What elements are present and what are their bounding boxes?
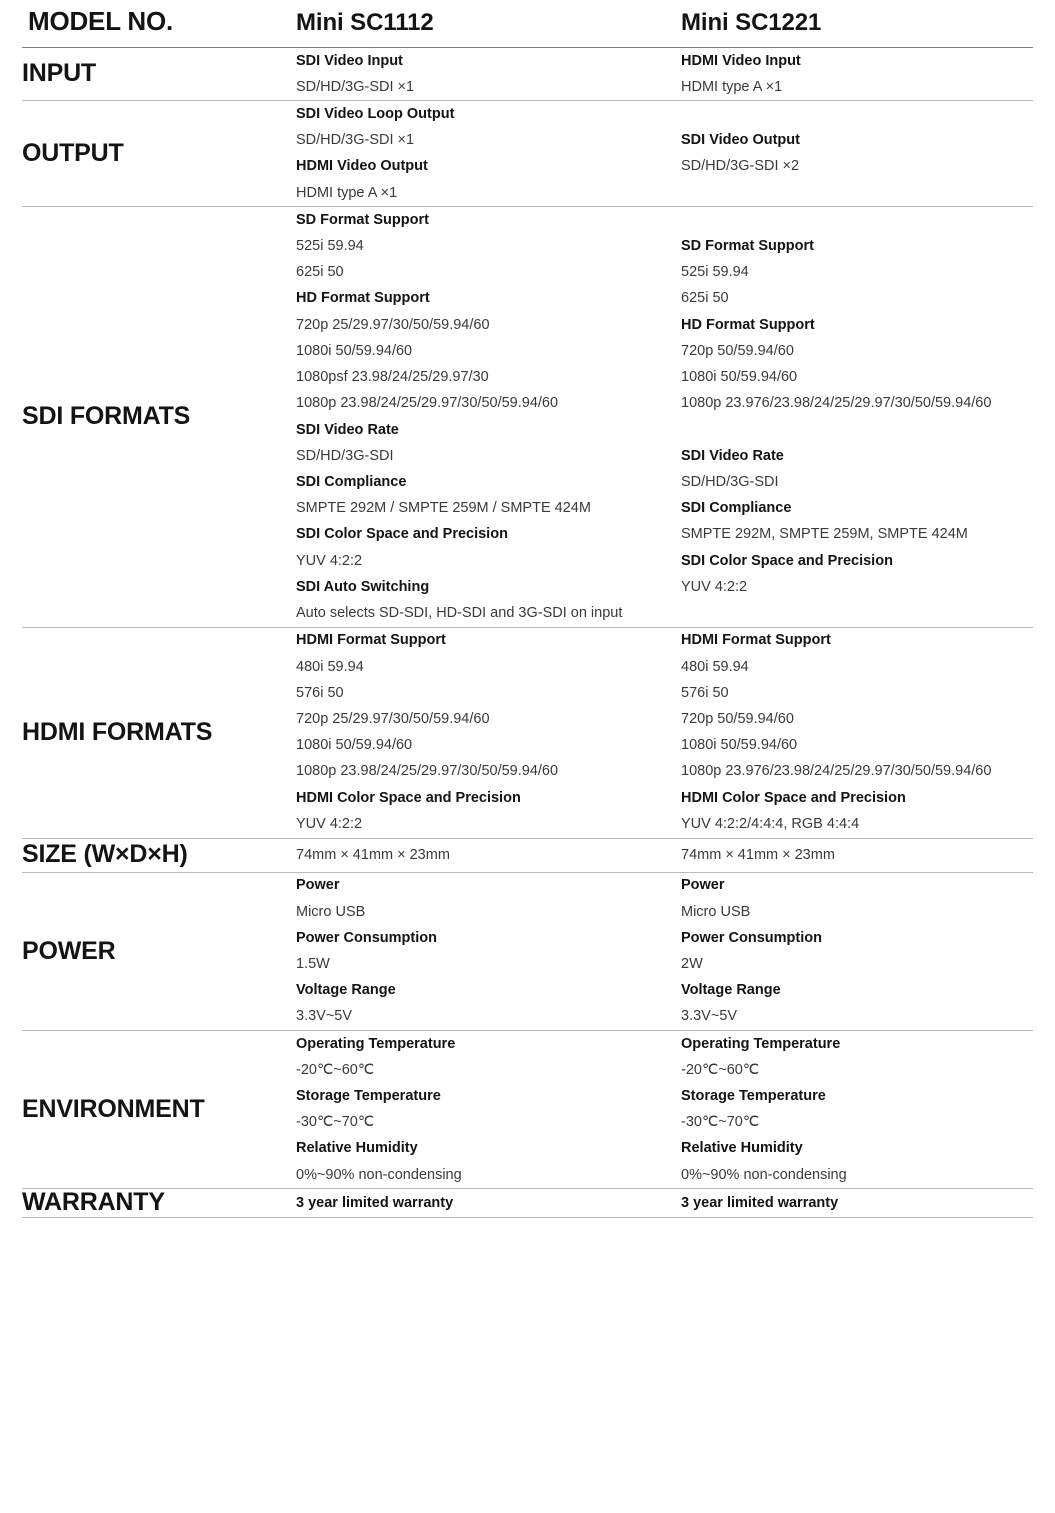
spec-row-label: POWER: [22, 936, 116, 965]
spec-row-label-cell: [22, 872, 294, 1030]
spec-value: 625i 50: [296, 264, 344, 281]
spec-row: [22, 101, 1033, 207]
spec-subheading: SDI Color Space and Precision: [681, 552, 893, 569]
spec-row: [22, 838, 1033, 872]
spec-row: [22, 1031, 1033, 1189]
spec-row-label-cell: [22, 48, 294, 101]
spec-subheading: SDI Color Space and Precision: [296, 526, 508, 543]
spec-row-label-cell: [22, 1031, 294, 1189]
spec-value: YUV 4:2:2/4:4:4, RGB 4:4:4: [681, 815, 860, 832]
spec-cell-a: [294, 48, 679, 101]
spec-cell-b: [679, 1031, 1033, 1189]
spec-value: 1080p 23.98/24/25/29.97/30/50/59.94/60: [296, 395, 559, 412]
spec-value: 1080i 50/59.94/60: [296, 342, 413, 359]
header-model-cell: [22, 0, 294, 48]
spec-subheading: Operating Temperature: [681, 1035, 841, 1052]
spec-value: -30℃~70℃: [296, 1114, 375, 1131]
spec-value: 480i 59.94: [681, 658, 749, 675]
spec-row-label: SIZE (W×D×H): [22, 840, 188, 869]
spec-value: 74mm × 41mm × 23mm: [681, 846, 835, 863]
spec-value: HDMI type A ×1: [681, 78, 783, 95]
spec-value: 0%~90% non-condensing: [296, 1166, 462, 1183]
spec-value: 1080i 50/59.94/60: [681, 369, 798, 386]
spec-value: 576i 50: [296, 684, 344, 701]
spec-row: [22, 48, 1033, 101]
spec-cell-b: [679, 838, 1033, 872]
spec-subheading: Voltage Range: [296, 982, 396, 999]
spec-row: [22, 1189, 1033, 1218]
spec-subheading: SDI Video Rate: [681, 447, 784, 464]
spec-row-label: HDMI FORMATS: [22, 717, 213, 746]
spec-subheading: Power Consumption: [681, 929, 822, 946]
spec-value: 525i 59.94: [296, 238, 364, 255]
spec-cell-a: [294, 101, 679, 207]
spec-value: YUV 4:2:2: [296, 815, 363, 832]
spec-value: -20℃~60℃: [681, 1061, 760, 1078]
header-column-b-label: Mini SC1221: [681, 9, 822, 36]
header-model-label: MODEL NO.: [28, 6, 174, 36]
header-column-a-label: Mini SC1112: [296, 9, 434, 36]
spec-subheading: HDMI Video Output: [296, 158, 428, 175]
spec-cell-b: [679, 101, 1033, 207]
spec-subheading: SDI Compliance: [296, 474, 407, 490]
spec-value: Micro USB: [681, 903, 751, 920]
spec-value: Auto selects SD-SDI, HD-SDI and 3G-SDI on input: [296, 605, 623, 622]
spec-value: YUV 4:2:2: [296, 552, 363, 569]
spec-row-label-cell: [22, 101, 294, 207]
spec-value: 74mm × 41mm × 23mm: [296, 846, 450, 863]
spec-cell-a: [294, 1189, 679, 1218]
spec-value: SMPTE 292M / SMPTE 259M / SMPTE 424M: [296, 500, 591, 517]
spec-value: HDMI type A ×1: [296, 184, 398, 201]
spec-subheading: Storage Temperature: [296, 1088, 441, 1105]
spec-value: 1.5W: [296, 955, 330, 972]
spec-row-label: OUTPUT: [22, 139, 124, 168]
spec-cell-b: [679, 627, 1033, 838]
spec-value: YUV 4:2:2: [681, 578, 748, 595]
table-body: [22, 0, 1033, 1217]
spec-subheading: Storage Temperature: [681, 1088, 826, 1105]
spec-subheading: HDMI Color Space and Precision: [681, 789, 906, 806]
spec-subheading: HD Format Support: [681, 316, 815, 333]
spec-subheading: SDI Compliance: [681, 500, 792, 517]
header-column-a-cell: [294, 0, 679, 48]
spec-subheading: HDMI Color Space and Precision: [296, 789, 521, 806]
spec-value: SD/HD/3G-SDI: [296, 447, 394, 464]
spec-value: -20℃~60℃: [296, 1061, 375, 1078]
table-header-row: [22, 0, 1033, 48]
spec-subheading: SD Format Support: [296, 211, 429, 228]
spec-subheading: SDI Video Rate: [296, 421, 399, 438]
spec-row: [22, 207, 1033, 628]
spec-subheading: Power: [681, 877, 725, 894]
spec-subheading: Relative Humidity: [681, 1140, 803, 1157]
spec-row-label-cell: [22, 838, 294, 872]
spec-cell-a: [294, 207, 679, 628]
spec-value: SD/HD/3G-SDI ×1: [296, 132, 415, 149]
spec-subheading: Relative Humidity: [296, 1140, 418, 1157]
spec-value: 720p 50/59.94/60: [681, 710, 794, 727]
spec-subheading: Power Consumption: [296, 929, 437, 946]
spec-value: 1080p 23.976/23.98/24/25/29.97/30/50/59.94/60: [681, 395, 992, 412]
spec-value: SD/HD/3G-SDI ×1: [296, 78, 415, 95]
spec-subheading: SDI Auto Switching: [296, 578, 430, 595]
specifications-table: [22, 0, 1033, 1218]
spec-value: 1080p 23.98/24/25/29.97/30/50/59.94/60: [296, 763, 559, 780]
spec-value: 1080i 50/59.94/60: [296, 737, 413, 754]
spec-value: -30℃~70℃: [681, 1114, 760, 1131]
spec-cell-a: [294, 627, 679, 838]
spec-subheading: SDI Video Loop Output: [296, 105, 455, 122]
spec-subheading: 3 year limited warranty: [296, 1194, 454, 1211]
spec-subheading: HDMI Format Support: [681, 632, 831, 649]
spec-value: SD/HD/3G-SDI: [681, 474, 779, 490]
spec-cell-a: [294, 1031, 679, 1189]
spec-cell-b: [679, 872, 1033, 1030]
spec-subheading: HDMI Format Support: [296, 632, 446, 649]
spec-value: 3.3V~5V: [681, 1008, 738, 1025]
spec-value: 1080i 50/59.94/60: [681, 737, 798, 754]
spec-row-label-cell: [22, 207, 294, 628]
spec-subheading: SD Format Support: [681, 238, 814, 255]
spec-subheading: 3 year limited warranty: [681, 1194, 839, 1211]
spec-subheading: Operating Temperature: [296, 1035, 456, 1052]
spec-value: 3.3V~5V: [296, 1008, 353, 1025]
spec-subheading: SDI Video Output: [681, 132, 800, 149]
spec-value: 480i 59.94: [296, 658, 364, 675]
spec-value: SMPTE 292M, SMPTE 259M, SMPTE 424M: [681, 526, 968, 543]
spec-row-label: INPUT: [22, 59, 97, 88]
spec-row: [22, 627, 1033, 838]
spec-row-label-cell: [22, 1189, 294, 1218]
spec-value: 625i 50: [681, 290, 729, 307]
spec-cell-b: [679, 1189, 1033, 1218]
header-column-b-cell: [679, 0, 1033, 48]
spec-value: 720p 50/59.94/60: [681, 342, 794, 359]
spec-subheading: Voltage Range: [681, 982, 781, 999]
spec-value: 2W: [681, 955, 703, 972]
spec-subheading: HD Format Support: [296, 290, 430, 307]
spec-subheading: Power: [296, 877, 340, 894]
spec-cell-b: [679, 207, 1033, 628]
spec-row-label: ENVIRONMENT: [22, 1095, 205, 1123]
spec-cell-a: [294, 872, 679, 1030]
spec-value: 1080p 23.976/23.98/24/25/29.97/30/50/59.94/60: [681, 763, 992, 780]
spec-row-label-cell: [22, 627, 294, 838]
spec-value: 720p 25/29.97/30/50/59.94/60: [296, 316, 490, 333]
spec-subheading: HDMI Video Input: [681, 52, 801, 69]
spec-value: 1080psf 23.98/24/25/29.97/30: [296, 369, 489, 386]
spec-cell-a: [294, 838, 679, 872]
spec-value: 576i 50: [681, 684, 729, 701]
spec-subheading: SDI Video Input: [296, 52, 403, 69]
spec-row-label: SDI FORMATS: [22, 402, 191, 431]
spec-value: Micro USB: [296, 903, 366, 920]
spec-value: 0%~90% non-condensing: [681, 1166, 847, 1183]
spec-value: [681, 417, 1033, 443]
spec-row-label: WARRANTY: [22, 1188, 165, 1217]
spec-row: [22, 872, 1033, 1030]
spec-value: 525i 59.94: [681, 264, 749, 281]
spec-value: 720p 25/29.97/30/50/59.94/60: [296, 710, 490, 727]
spec-value: SD/HD/3G-SDI ×2: [681, 158, 800, 175]
spec-cell-b: [679, 48, 1033, 101]
